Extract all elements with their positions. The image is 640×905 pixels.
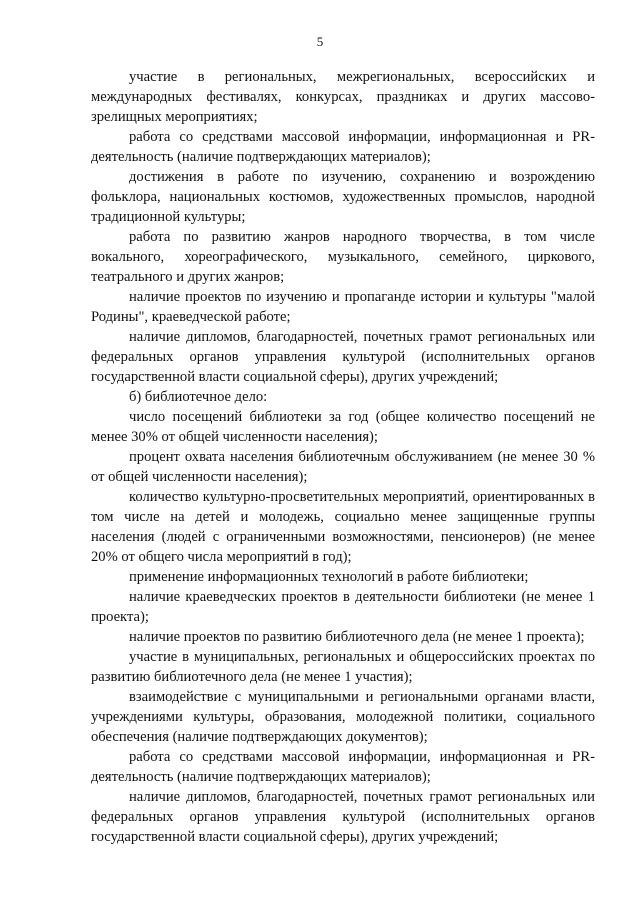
- paragraph-folklore-achievements: достижения в работе по изучению, сохранению и возрождению фольклора, национальных костюмов, художественных промыслов, народной традиционной культуры;: [91, 169, 595, 225]
- paragraph-diplomas: наличие дипломов, благодарностей, почетных грамот региональных или федеральных органов управления культурой (исполнительных органов государственной власти социальной сферы), других учреждений;: [91, 329, 595, 385]
- paragraph-it-usage: применение информационных технологий в работе библиотеки;: [129, 569, 529, 585]
- paragraph-library-diplomas: наличие дипломов, благодарностей, почетных грамот региональных или федеральных органов управления культурой (исполнительных органов государственной власти социальной сферы), других учреждений;: [91, 789, 595, 845]
- paragraph-project-participation: участие в муниципальных, региональных и общероссийских проектах по развитию библиотечного дела (не менее 1 участия);: [91, 649, 595, 685]
- paragraph-local-history-projects: наличие проектов по изучению и пропаганде истории и культуры "малой Родины", краеведческой работе;: [91, 289, 595, 325]
- paragraph-interaction-authorities: взаимодействие с муниципальными и региональными органами власти, учреждениями культуры, образования, молодежной политики, социального обеспечения (наличие подтверждающих документов);: [91, 689, 595, 745]
- page-number: 5: [316, 34, 324, 49]
- paragraph-library-visits: число посещений библиотеки за год (общее количество посещений не менее 30% от общей численности населения);: [91, 409, 595, 445]
- paragraph-library-coverage: процент охвата населения библиотечным обслуживанием (не менее 30 % от общей численности населения);: [91, 449, 595, 485]
- document-body: [91, 67, 595, 847]
- paragraph-festivals-participation: участие в региональных, межрегиональных, всероссийских и международных фестивалях, конкурсах, праздниках и других массово-зрелищных мероприятиях;: [91, 69, 595, 125]
- paragraph-library-development-projects: наличие проектов по развитию библиотечного дела (не менее 1 проекта);: [129, 629, 585, 645]
- paragraph-folk-genres: работа по развитию жанров народного творчества, в том числе вокального, хореографического, музыкального, семейного, циркового, театрального и других жанров;: [91, 229, 595, 285]
- paragraph-media-work: работа со средствами массовой информации, информационная и PR-деятельность (наличие подтверждающих материалов);: [91, 129, 595, 165]
- paragraph-cultural-events: количество культурно-просветительных мероприятий, ориентированных в том числе на детей и молодежь, социально менее защищенные группы населения (людей с ограниченными возможностями, пенсионеров) (не менее 20% от общего числа мероприятий в год);: [91, 489, 595, 565]
- paragraph-regional-studies-projects: наличие краеведческих проектов в деятельности библиотеки (не менее 1 проекта);: [91, 589, 595, 625]
- section-heading-library: б) библиотечное дело:: [129, 389, 268, 405]
- paragraph-library-media-work: работа со средствами массовой информации, информационная и PR-деятельность (наличие подтверждающих материалов);: [91, 749, 595, 785]
